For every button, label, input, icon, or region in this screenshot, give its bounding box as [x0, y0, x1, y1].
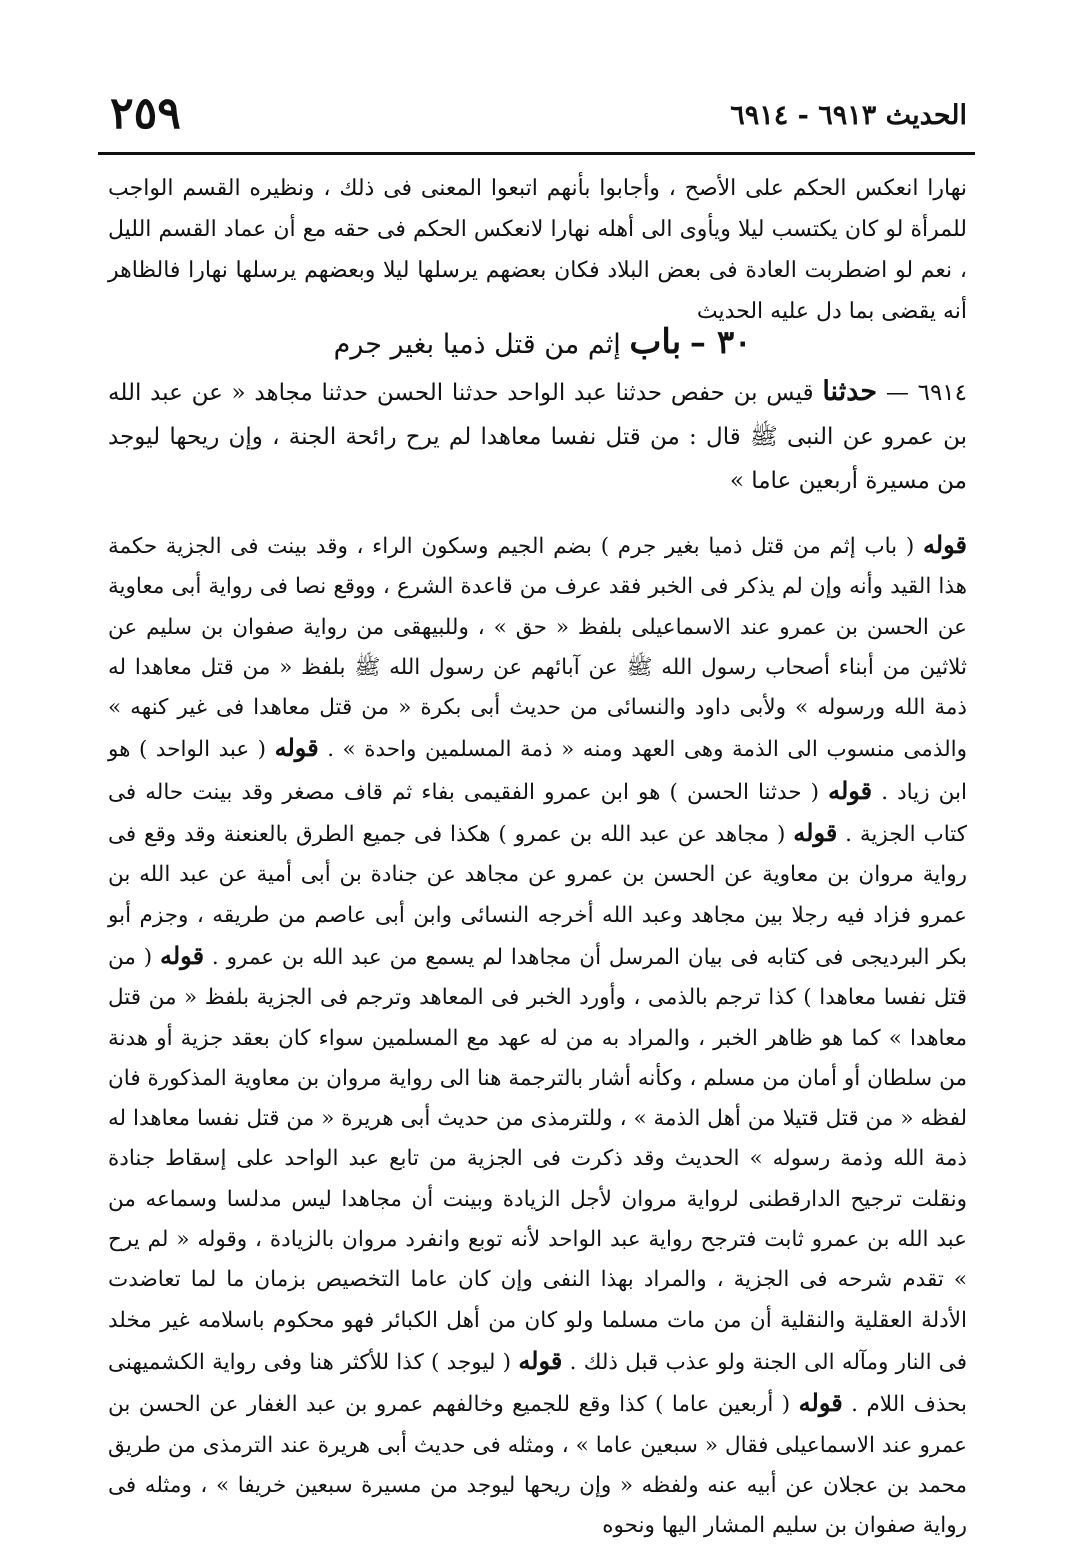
commentary-segment: ( ليوجد ) كذا للأكثر هنا وفى رواية الكشميهنى بحذف اللام . — [108, 1349, 968, 1418]
qawluhu-marker: قوله — [274, 733, 319, 763]
chapter-heading — [200, 318, 885, 369]
qawluhu-marker: قوله — [798, 1388, 843, 1418]
commentary-text — [108, 525, 967, 1546]
chapter-bab-label: باب — [629, 322, 682, 362]
page-header — [110, 88, 967, 150]
commentary-segment: ( باب إثم من قتل ذميا بغير جرم ) بضم الجيم وسكون الراء ، وقد بينت فى الجزية حكمة هذا القيد وأنه وإن لم يذكر فى الخبر فقد عرف من قاعدة الشرع ، ووقع نصا فى رواية أبى معاوية عن الحسن بن عمرو عند الاسماعيلى بلفظ « حق » ، وللبيهقى من رواية صفوان بن سليم عن ثلاثين من أبناء أصحاب رسول الله ﷺ عن آبائهم عن رسول الله ﷺ بلفظ « من قتل معاهدا له ذمة الله ورسوله » ولأبى داود والنسائى من حديث أبى بكرة « من قتل معاهدا فى غير كنهه » والذمى منسوب الى الذمة وهى العهد ومنه « ذمة المسلمين واحدة » . — [108, 534, 968, 763]
hadith-block — [108, 370, 967, 503]
commentary-block — [108, 525, 967, 1546]
qawluhu-marker: قوله — [159, 940, 205, 970]
continuation-text: نهارا انعكس الحكم على الأصح ، وأجابوا بأنهم اتبعوا المعنى فى ذلك ، ونظيره القسم الواجب للمرأة لو كان يكتسب ليلا ويأوى الى أهله نهارا لانعكس الحكم فى حقه مع أن عماد القسم الليل ، نعم لو اضطربت العادة فى بعض البلاد فكان بعضهم يرسلها ليلا وبعضهم يرسلها نهارا فالظاهر أنه يقضى بما دل عليه الحديث — [108, 176, 967, 324]
page-number: ٢٥٩ — [110, 88, 181, 139]
chapter-title: إثم من قتل ذميا بغير جرم — [333, 329, 621, 360]
hadith-body: قيس بن حفص حدثنا عبد الواحد حدثنا الحسن حدثنا مجاهد « عن عبد الله بن عمرو عن النبى ﷺ قال : من قتل نفسا معاهدا لم يرح رائحة الجنة ، وإن ريحها ليوجد من مسيرة أربعين عاما » — [108, 380, 967, 494]
qawluhu-marker: قوله — [828, 775, 873, 805]
commentary-segment: ( أربعين عاما ) كذا وقع للجميع وخالفهم عمرو بن عبد الغفار عن الحسن بن عمرو عند الاسماعيلى فقال « سبعين عاما » ، ومثله فى حديث أبى هريرة عند الترمذى من طريق محمد بن عجلان عن أبيه عنه ولفظه « وإن ريحها ليوجد من مسيرة سبعين خريفا » ، ومثله فى رواية صفوان بن سليم المشار اليها ونحوه — [108, 1392, 967, 1539]
commentary-segment: ( عبد الواحد ) هو ابن زياد . — [108, 737, 967, 805]
header-rule — [98, 152, 975, 155]
continuation-block — [108, 168, 967, 332]
qawluhu-marker: قوله — [793, 818, 838, 848]
qawluhu-marker: قوله — [518, 1345, 563, 1375]
hadith-number: ٦٩١٤ — — [885, 380, 968, 406]
commentary-segment: ( من قتل نفسا معاهدا ) كذا ترجم بالذمى ، وأورد الخبر فى المعاهد وترجم فى الجزية بلفظ « من قتل معاهدا » كما هو ظاهر الخبر ، والمراد به من له عهد مع المسلمين سواء كان بعقد جزية أو هدنة من سلطان أو أمان من مسلم ، وكأنه أشار بالترجمة هنا الى رواية مروان بن معاوية المذكورة فان لفظه « من قتل قتيلا من أهل الذمة » ، وللترمذى من حديث أبى هريرة « من قتل نفسا معاهدا له ذمة الله وذمة رسوله » الحديث وقد ذكرت فى الجزية من تابع عبد الواحد على إسقاط جنادة ونقلت ترجيح الدارقطنى لرواية مروان لأجل الزيادة وبينت أن مجاهدا ليس مدلسا وسماعه من عبد الله بن عمرو ثابت فترجح رواية عبد الواحد لأنه توبع وانفرد مروان بالزيادة ، وقوله « لم يرح » تقدم شرحه فى الجزية ، والمراد بهذا النفى وإن كان عاما التخصيص بزمان ما لما تعاضدت الأدلة العقلية والنقلية أن من مات مسلما ولو كان من أهل الكبائر فهو محكوم باسلامه غير مخلد فى النار ومآله الى الجنة ولو عذب قبل ذلك . — [108, 944, 968, 1375]
hadith-text — [108, 370, 967, 503]
commentary-segment: ( مجاهد عن عبد الله بن عمرو ) هكذا فى جميع الطرق بالعنعنة وقد وقع فى رواية مروان بن معاوية عن الحسن بن عمرو عن مجاهد عن جنادة بن أبى أمية عن عبد الله بن عمرو فزاد فيه رجلا بين مجاهد وعبد الله أخرجه النسائى وابن أبى عاصم من طريقه ، وجزم أبو بكر البرديجى فى كتابه فى بيان المرسل أن مجاهدا لم يسمع من عبد الله بن عمرو . — [108, 822, 968, 970]
commentary-segment: ( حدثنا الحسن ) هو ابن عمرو الفقيمى بفاء ثم قاف مصغر وقد بينت حاله فى كتاب الجزية . — [108, 779, 967, 848]
qawluhu-marker: قوله — [922, 530, 967, 559]
running-title: الحديث ٦٩١٣ - ٦٩١٤ — [730, 100, 967, 131]
haddathana-label: حدثنا — [822, 376, 878, 407]
chapter-number: ٣٠ – — [689, 323, 752, 361]
